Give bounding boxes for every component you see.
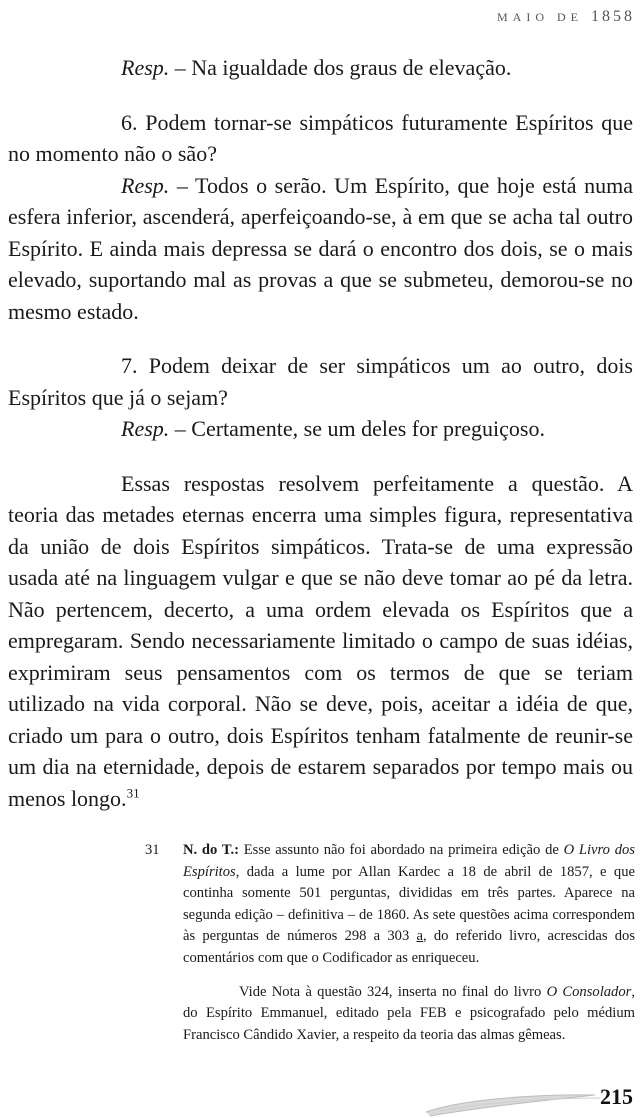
question-7: 7. Podem deixar de ser simpáticos um ao outro, dois Espíritos que já o sejam? [8, 353, 633, 410]
page-number-area [420, 1078, 643, 1118]
footnote-text-1: Esse assunto não foi abordado na primeira edição de [238, 842, 564, 858]
footnote-number: 31 [145, 842, 160, 858]
footnote-text-2: , dada a lume por Allan Kardec a 18 de abril de 1857, e que continha somente 501 perguntas, divididas em três partes. Aparece na segunda edição – definitiva – de 1860. As sete questões acima correspondem às perguntas de números 298 a 303 [183, 863, 635, 945]
footnote-reference[interactable]: 31 [126, 785, 140, 801]
resp-label: Resp. [121, 172, 170, 198]
answer-5-text: – Na igualdade dos graus de elevação. [169, 55, 512, 80]
footnote-label: N. do T.: [183, 842, 239, 858]
resp-label: Resp. [121, 55, 170, 80]
main-text [8, 52, 633, 814]
running-head [497, 8, 635, 26]
commentary-paragraph [8, 468, 633, 815]
footnote [145, 840, 635, 1046]
answer-6-text: – Todos o serão. Um Espírito, que hoje está numa esfera inferior, ascenderá, aperfeiçoando-se, à em que se acha tal outro Espírito. E ainda mais depressa se dará o encontro dos dois, se o mais elevado, suportando mal as provas a que se submeteu, demorou-se no mesmo estado. [8, 172, 633, 324]
footnote-underlined-letter: a [416, 928, 423, 945]
answer-5 [8, 52, 633, 84]
running-head-year: 1858 [591, 8, 635, 25]
commentary-text: Essas respostas resolvem perfeitamente a questão. A teoria das metades eternas encerra uma simples figura, representativa da união de dois Espíritos simpáticos. Trata-se de uma expressão usada até na linguagem vulgar e que se não deve tomar ao pé da letra. Não pertencem, decerto, a uma ordem elevada os Espíritos que a empregaram. Sendo necessariamente limitado o campo de suas idéias, exprimiram seus pensamentos com os termos de que se teriam utilizado na vida corporal. Não se deve, pois, aceitar a idéia de que, criado um para o outro, dois Espíritos tenham fatalmente de reunir-se um dia na eternidade, depois de estarem separados por tempo mais ou menos longo. [8, 470, 633, 811]
resp-label: Resp. [121, 416, 170, 441]
footnote-text-4: Vide Nota à questão 324, inserta no final do livro [239, 983, 547, 1000]
footnote-book-title-2: O Consolador [546, 983, 632, 1000]
page-number: 215 [600, 1084, 633, 1109]
footnote-paragraph-2 [183, 982, 635, 1047]
answer-6 [8, 170, 633, 328]
footnote-text-5: , do Espírito Emmanuel, editado pela FEB e psicografado pelo médium Francisco Cândido Xavier, a respeito da teoria das almas gêmeas. [183, 983, 635, 1043]
footnote-text-3: , do referido livro, acrescidas dos comentários com que o Codificador as enriqueceu. [183, 928, 635, 966]
answer-7-text: – Certamente, se um deles for preguiçoso. [169, 416, 545, 441]
footnote-book-title-1: O Livro dos Espíritos [183, 842, 635, 880]
running-head-month: MAIO DE [497, 10, 583, 24]
question-6: 6. Podem tornar-se simpáticos futuramente Espíritos que no momento não o são? [8, 109, 633, 166]
footnote-paragraph-1 [183, 840, 635, 970]
answer-7 [8, 413, 633, 445]
